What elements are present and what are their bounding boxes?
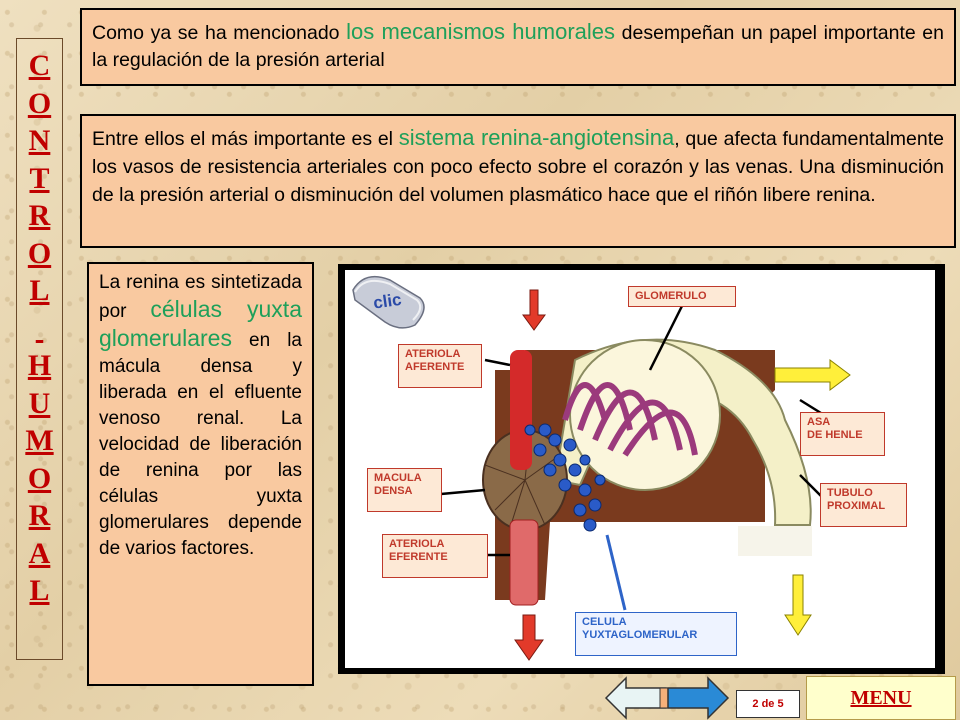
label-macula-densa <box>367 468 442 512</box>
diagram-canvas <box>345 270 935 668</box>
intro-highlight: los mecanismos humorales <box>346 19 616 44</box>
juxtaglomerular-text-box <box>87 262 314 686</box>
label-tubulo-proximal-text: TUBULO PROXIMAL <box>827 487 886 512</box>
title-letter: U <box>28 386 51 420</box>
title-letter: A <box>28 536 51 570</box>
forward-arrow-button[interactable] <box>668 678 728 718</box>
title-letter: N <box>28 124 51 157</box>
label-tubulo-proximal <box>820 483 907 527</box>
title-letter: O <box>27 236 52 270</box>
renin-system-text-box <box>80 114 956 248</box>
title-letter: R <box>28 499 51 532</box>
bowman-capsule <box>570 340 720 490</box>
clic-button[interactable] <box>353 277 424 328</box>
jg-pointer-line <box>607 535 625 610</box>
vertical-title <box>16 38 63 660</box>
menu-button[interactable] <box>806 676 956 720</box>
jg-text-1: La renina es sintetizada por <box>99 272 302 322</box>
label-celula-yuxta-text: CELULA YUXTAGLOMERULAR <box>582 616 698 641</box>
label-asa-henle <box>800 412 885 456</box>
title-letter: L <box>29 574 50 607</box>
label-glomerulo-text: GLOMERULO <box>635 290 707 302</box>
page-indicator <box>736 690 800 718</box>
nav-arrows <box>604 676 732 720</box>
label-macula-densa-text: MACULA DENSA <box>374 472 422 497</box>
title-letter: O <box>27 461 52 495</box>
label-glomerulo <box>628 286 736 307</box>
title-letter: O <box>27 86 52 120</box>
title-letter: C <box>28 49 51 82</box>
afferent-arteriole <box>510 350 532 470</box>
label-ateriola-eferente-text: ATERIOLA EFERENTE <box>389 538 448 563</box>
title-letter: R <box>28 199 51 232</box>
label-asa-henle-text: ASA DE HENLE <box>807 416 863 441</box>
page-indicator-text: 2 de 5 <box>752 698 784 710</box>
intro-text-1: Como ya se ha mencionado <box>92 22 347 44</box>
menu-label[interactable]: MENU <box>850 687 912 709</box>
jg-highlight: células yuxta glomerulares <box>99 296 302 351</box>
label-ateriola-aferente-text: ATERIOLA AFERENTE <box>405 348 465 373</box>
label-ateriola-aferente <box>398 344 482 388</box>
clic-label[interactable]: clic <box>372 289 403 313</box>
renin-highlight: sistema renina-angiotensina <box>398 125 675 150</box>
label-ateriola-eferente <box>382 534 488 578</box>
title-letter: H <box>27 349 52 382</box>
blank-box <box>738 526 812 556</box>
nephron-diagram <box>338 264 945 674</box>
renin-text-1: Entre ellos el más importante es el <box>92 128 399 150</box>
renin-text-2: , que afecta fundamentalmente los vasos de resistencia arteriales con poco efecto sobre el corazón y las venas. Una disminución de la presión arterial o disminución del volumen plasmático hace que el riñón libere renina. <box>92 128 944 206</box>
title-letter: T <box>29 161 50 195</box>
back-arrow-button[interactable] <box>606 678 670 718</box>
title-letter: M <box>25 424 54 457</box>
title-letter <box>36 310 44 348</box>
intro-text-2: desempeñan un papel importante en la regulación de la presión arterial <box>92 22 944 71</box>
title-letter: L <box>29 274 50 307</box>
jg-text-2: en la mácula densa y liberada en el efluente venoso renal. La velocidad de liberación de renina por las células yuxta glomerulares depende de varios factores. <box>99 330 302 559</box>
label-celula-yuxtaglomerular <box>575 612 737 656</box>
intro-text-box <box>80 8 956 86</box>
efferent-arteriole <box>510 520 538 605</box>
